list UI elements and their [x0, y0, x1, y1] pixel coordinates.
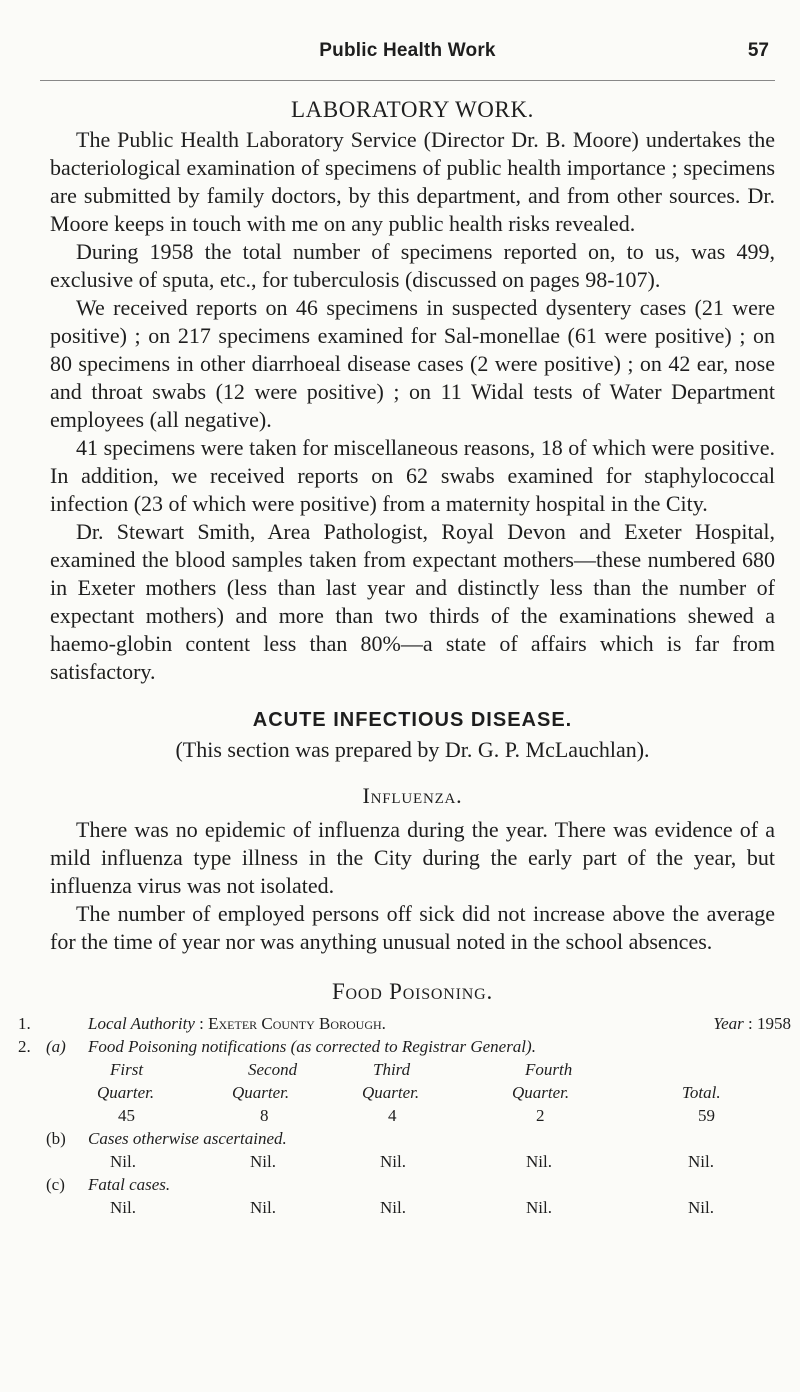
lab-paragraph-5: Dr. Stewart Smith, Area Pathologist, Royal Devon and Exeter Hospital, examined the blood samples taken from expectant mothers—these numbered 680 in Exeter mothers (less than last year and distinctly less than the number of expectant mothers) and more than two thirds of the examinations shewed a haemo-globin content less than 80%—a state of affairs which is far from satisfactory.: [50, 519, 775, 684]
running-title: Public Health Work: [319, 40, 496, 61]
table-cell: 45: [118, 1106, 135, 1125]
table-cell: Nil.: [250, 1198, 276, 1217]
sub-c-label: (c): [46, 1175, 65, 1194]
table-cell: 2: [536, 1106, 545, 1125]
col-header: Quarter.: [362, 1083, 420, 1102]
influenza-heading: Influenza.: [362, 783, 463, 808]
notifications-row: [50, 1104, 775, 1127]
table-cell: Nil.: [688, 1198, 714, 1217]
col-header: Quarter.: [97, 1083, 155, 1102]
notifications-note: (as corrected to Registrar General).: [290, 1037, 536, 1056]
separator: :: [194, 1014, 209, 1033]
lab-paragraph-1: The Public Health Laboratory Service (Director Dr. B. Moore) undertakes the bacteriological examination of specimens of public health importance ; specimens are submitted by family doctors, by this department, and from other sources. Dr. Moore keeps in touch with me on any public health risks revealed.: [50, 127, 775, 236]
page-content: [18, 96, 791, 1219]
year-value: 1958: [757, 1014, 791, 1033]
item-number: 2.: [18, 1037, 31, 1056]
table-cell: Nil.: [688, 1152, 714, 1171]
page-number: 57: [747, 40, 769, 61]
fp-line-c: [46, 1173, 775, 1196]
lab-paragraph-2: During 1958 the total number of specimens reported on, to us, was 499, exclusive of sputa, etc., for tuberculosis (discussed on pages 98-107).: [50, 239, 775, 292]
col-header: First: [110, 1060, 144, 1079]
authority-name: Exeter County Borough.: [208, 1014, 386, 1033]
cases-otherwise-row: [50, 1150, 775, 1173]
col-header: Total.: [682, 1083, 721, 1102]
quarter-header-row-2: [50, 1081, 775, 1104]
page-header: [40, 40, 775, 81]
table-cell: Nil.: [526, 1152, 552, 1171]
fp-line-2: [18, 1035, 775, 1058]
food-poisoning-heading: Food Poisoning.: [331, 979, 494, 1004]
sub-a-label: (a): [46, 1037, 66, 1056]
fp-line-1: 1. Local Authority : Exeter County Borough. Year : 1958: [18, 1014, 791, 1033]
table-cell: Nil.: [380, 1152, 406, 1171]
laboratory-heading: LABORATORY WORK.: [290, 97, 535, 122]
table-cell: Nil.: [250, 1152, 276, 1171]
col-header: Fourth: [525, 1060, 573, 1079]
influenza-paragraph-1: There was no epidemic of influenza during the year. There was evidence of a mild influenza type illness in the City during the early part of the year, but influenza virus was not isolated.: [50, 817, 775, 898]
notifications-label: Food Poisoning notifications: [88, 1037, 287, 1056]
col-header: Quarter.: [232, 1083, 290, 1102]
col-header: Second: [248, 1060, 298, 1079]
influenza-paragraph-2: The number of employed persons off sick did not increase above the average for the time of year nor was anything unusual noted in the school absences.: [50, 901, 775, 954]
col-header: Third: [373, 1060, 411, 1079]
table-cell: 4: [388, 1106, 397, 1125]
table-cell: Nil.: [380, 1198, 406, 1217]
year-label: Year: [713, 1014, 744, 1033]
lab-paragraph-4: 41 specimens were taken for miscellaneous reasons, 18 of which were positive. In addition, we received reports on 62 swabs examined for staphylococcal infection (23 of which were positive) from a maternity hospital in the City.: [50, 435, 775, 516]
fatal-cases-label: Fatal cases.: [88, 1175, 171, 1194]
lab-paragraph-3: We received reports on 46 specimens in suspected dysentery cases (21 were positive) ; on 217 specimens examined for Sal-monellae (61 were positive) ; on 80 specimens in other diarrhoeal disease cases (2 were positive) ; on 42 ear, nose and throat swabs (12 were positive) ; on 11 Widal tests of Water Department employees (all negative).: [50, 295, 775, 432]
acute-note: (This section was prepared by Dr. G. P. McLauchlan).: [175, 737, 650, 762]
fatal-cases-row: [50, 1196, 775, 1219]
table-cell: Nil.: [110, 1152, 136, 1171]
table-cell: 8: [260, 1106, 269, 1125]
local-authority-label: Local Authority: [88, 1014, 195, 1033]
item-number: 1.: [18, 1014, 31, 1033]
sub-b-label: (b): [46, 1129, 66, 1148]
col-header: Quarter.: [512, 1083, 570, 1102]
quarter-header-row-1: [50, 1058, 775, 1081]
food-poisoning-table: [18, 1012, 791, 1219]
table-cell: Nil.: [526, 1198, 552, 1217]
table-cell: Nil.: [110, 1198, 136, 1217]
fp-line-b: [46, 1127, 775, 1150]
table-cell: 59: [698, 1106, 715, 1125]
acute-disease-heading: ACUTE INFECTIOUS DISEASE.: [252, 709, 573, 731]
cases-otherwise-label: Cases otherwise ascertained.: [88, 1129, 287, 1148]
